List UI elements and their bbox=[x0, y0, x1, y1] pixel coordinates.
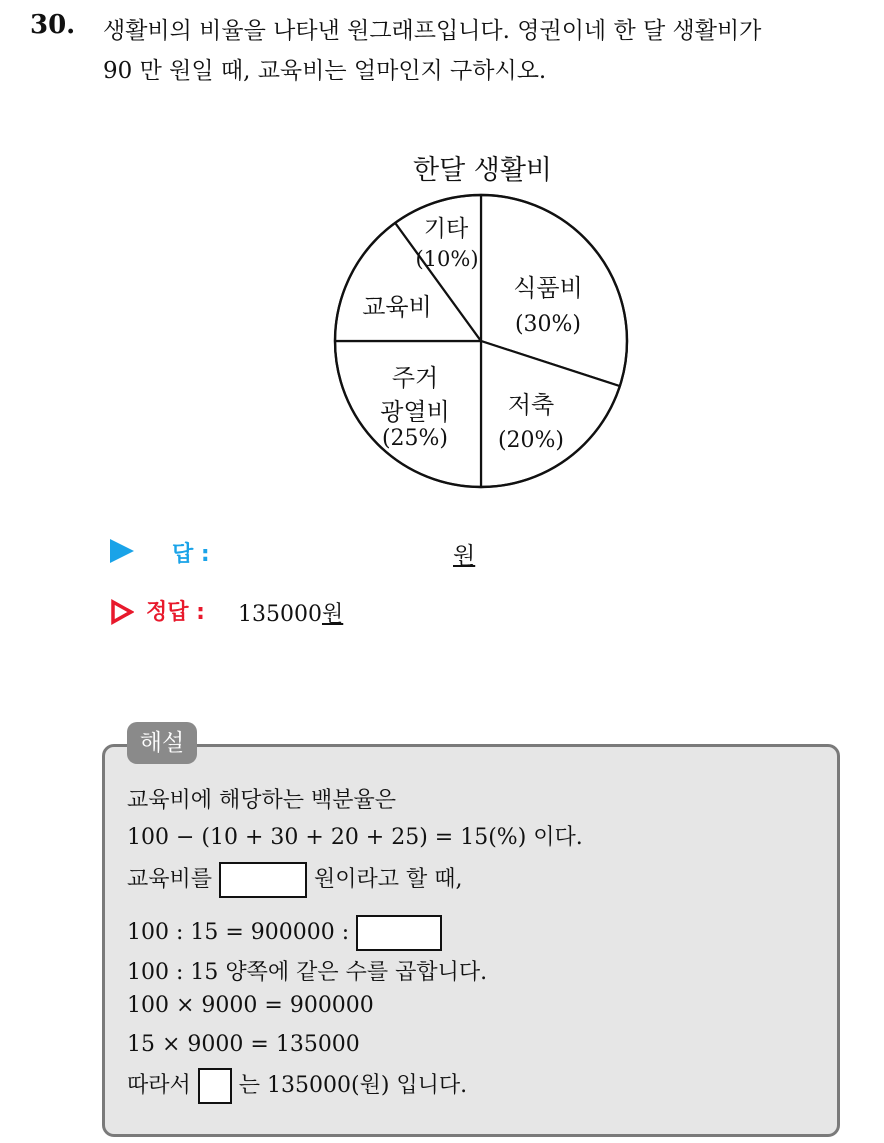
explanation-line8-after: 는 135000(원) 입니다. bbox=[238, 1073, 468, 1098]
pie-slice-label: 주거 bbox=[391, 364, 439, 392]
explanation-line8 bbox=[127, 1068, 467, 1104]
result-blank-box bbox=[198, 1068, 232, 1104]
pie-slice-label: (20%) bbox=[497, 428, 565, 453]
explanation-line6: 100 × 9000 = 900000 bbox=[127, 993, 374, 1018]
answer-arrow-icon bbox=[110, 539, 134, 563]
answer-row bbox=[110, 537, 530, 571]
explanation-line3 bbox=[127, 862, 463, 898]
chart-title: 한달 생활비 bbox=[413, 155, 552, 186]
correct-arrow-icon bbox=[110, 599, 134, 625]
explanation-line4 bbox=[127, 915, 442, 951]
answer-blank-box bbox=[219, 862, 307, 898]
explanation-line3-before: 교육비를 bbox=[127, 867, 213, 892]
pie-slice-label: 저축 bbox=[507, 391, 555, 419]
explanation-line3-after: 원이라고 할 때, bbox=[314, 867, 463, 892]
correct-answer-number: 135000 bbox=[238, 602, 322, 627]
explanation-line2: 100 − (10 + 30 + 20 + 25) = 15(%) 이다. bbox=[127, 825, 583, 850]
pie-slice-label: (10%) bbox=[415, 247, 479, 271]
pie-slice-label: 교육비 bbox=[362, 293, 432, 321]
question-number: 30. bbox=[30, 10, 76, 40]
correct-answer-row bbox=[110, 595, 510, 631]
explanation-line4-text: 100 : 15 = 900000 : bbox=[127, 920, 350, 945]
question-text-line2: 90 만 원일 때, 교육비는 얼마인지 구하시오. bbox=[103, 58, 547, 84]
pie-slice-label: 기타 bbox=[423, 216, 469, 242]
explanation-tab: 해설 bbox=[127, 722, 197, 764]
explanation-line8-before: 따라서 bbox=[127, 1073, 191, 1098]
pie-slice-label: 식품비 bbox=[513, 274, 583, 302]
question-text-line1: 생활비의 비율을 나타낸 원그래프입니다. 영권이네 한 달 생활비가 bbox=[103, 18, 762, 44]
correct-answer-label: 정답 : bbox=[146, 600, 205, 625]
pie-slice-label: (25%) bbox=[381, 426, 449, 451]
correct-answer-unit: 원 bbox=[321, 602, 344, 627]
explanation-line5: 100 : 15 양쪽에 같은 수를 곱합니다. bbox=[127, 960, 488, 985]
correct-answer-value bbox=[238, 597, 343, 628]
proportion-blank-box bbox=[356, 915, 442, 951]
pie-slice-label: (30%) bbox=[514, 312, 582, 337]
explanation-line1: 교육비에 해당하는 백분율은 bbox=[127, 788, 397, 813]
answer-unit: 원 bbox=[453, 543, 476, 569]
pie-slice-label: 광열비 bbox=[380, 398, 450, 426]
explanation-line7: 15 × 9000 = 135000 bbox=[127, 1032, 360, 1057]
answer-label: 답 : bbox=[172, 542, 210, 567]
